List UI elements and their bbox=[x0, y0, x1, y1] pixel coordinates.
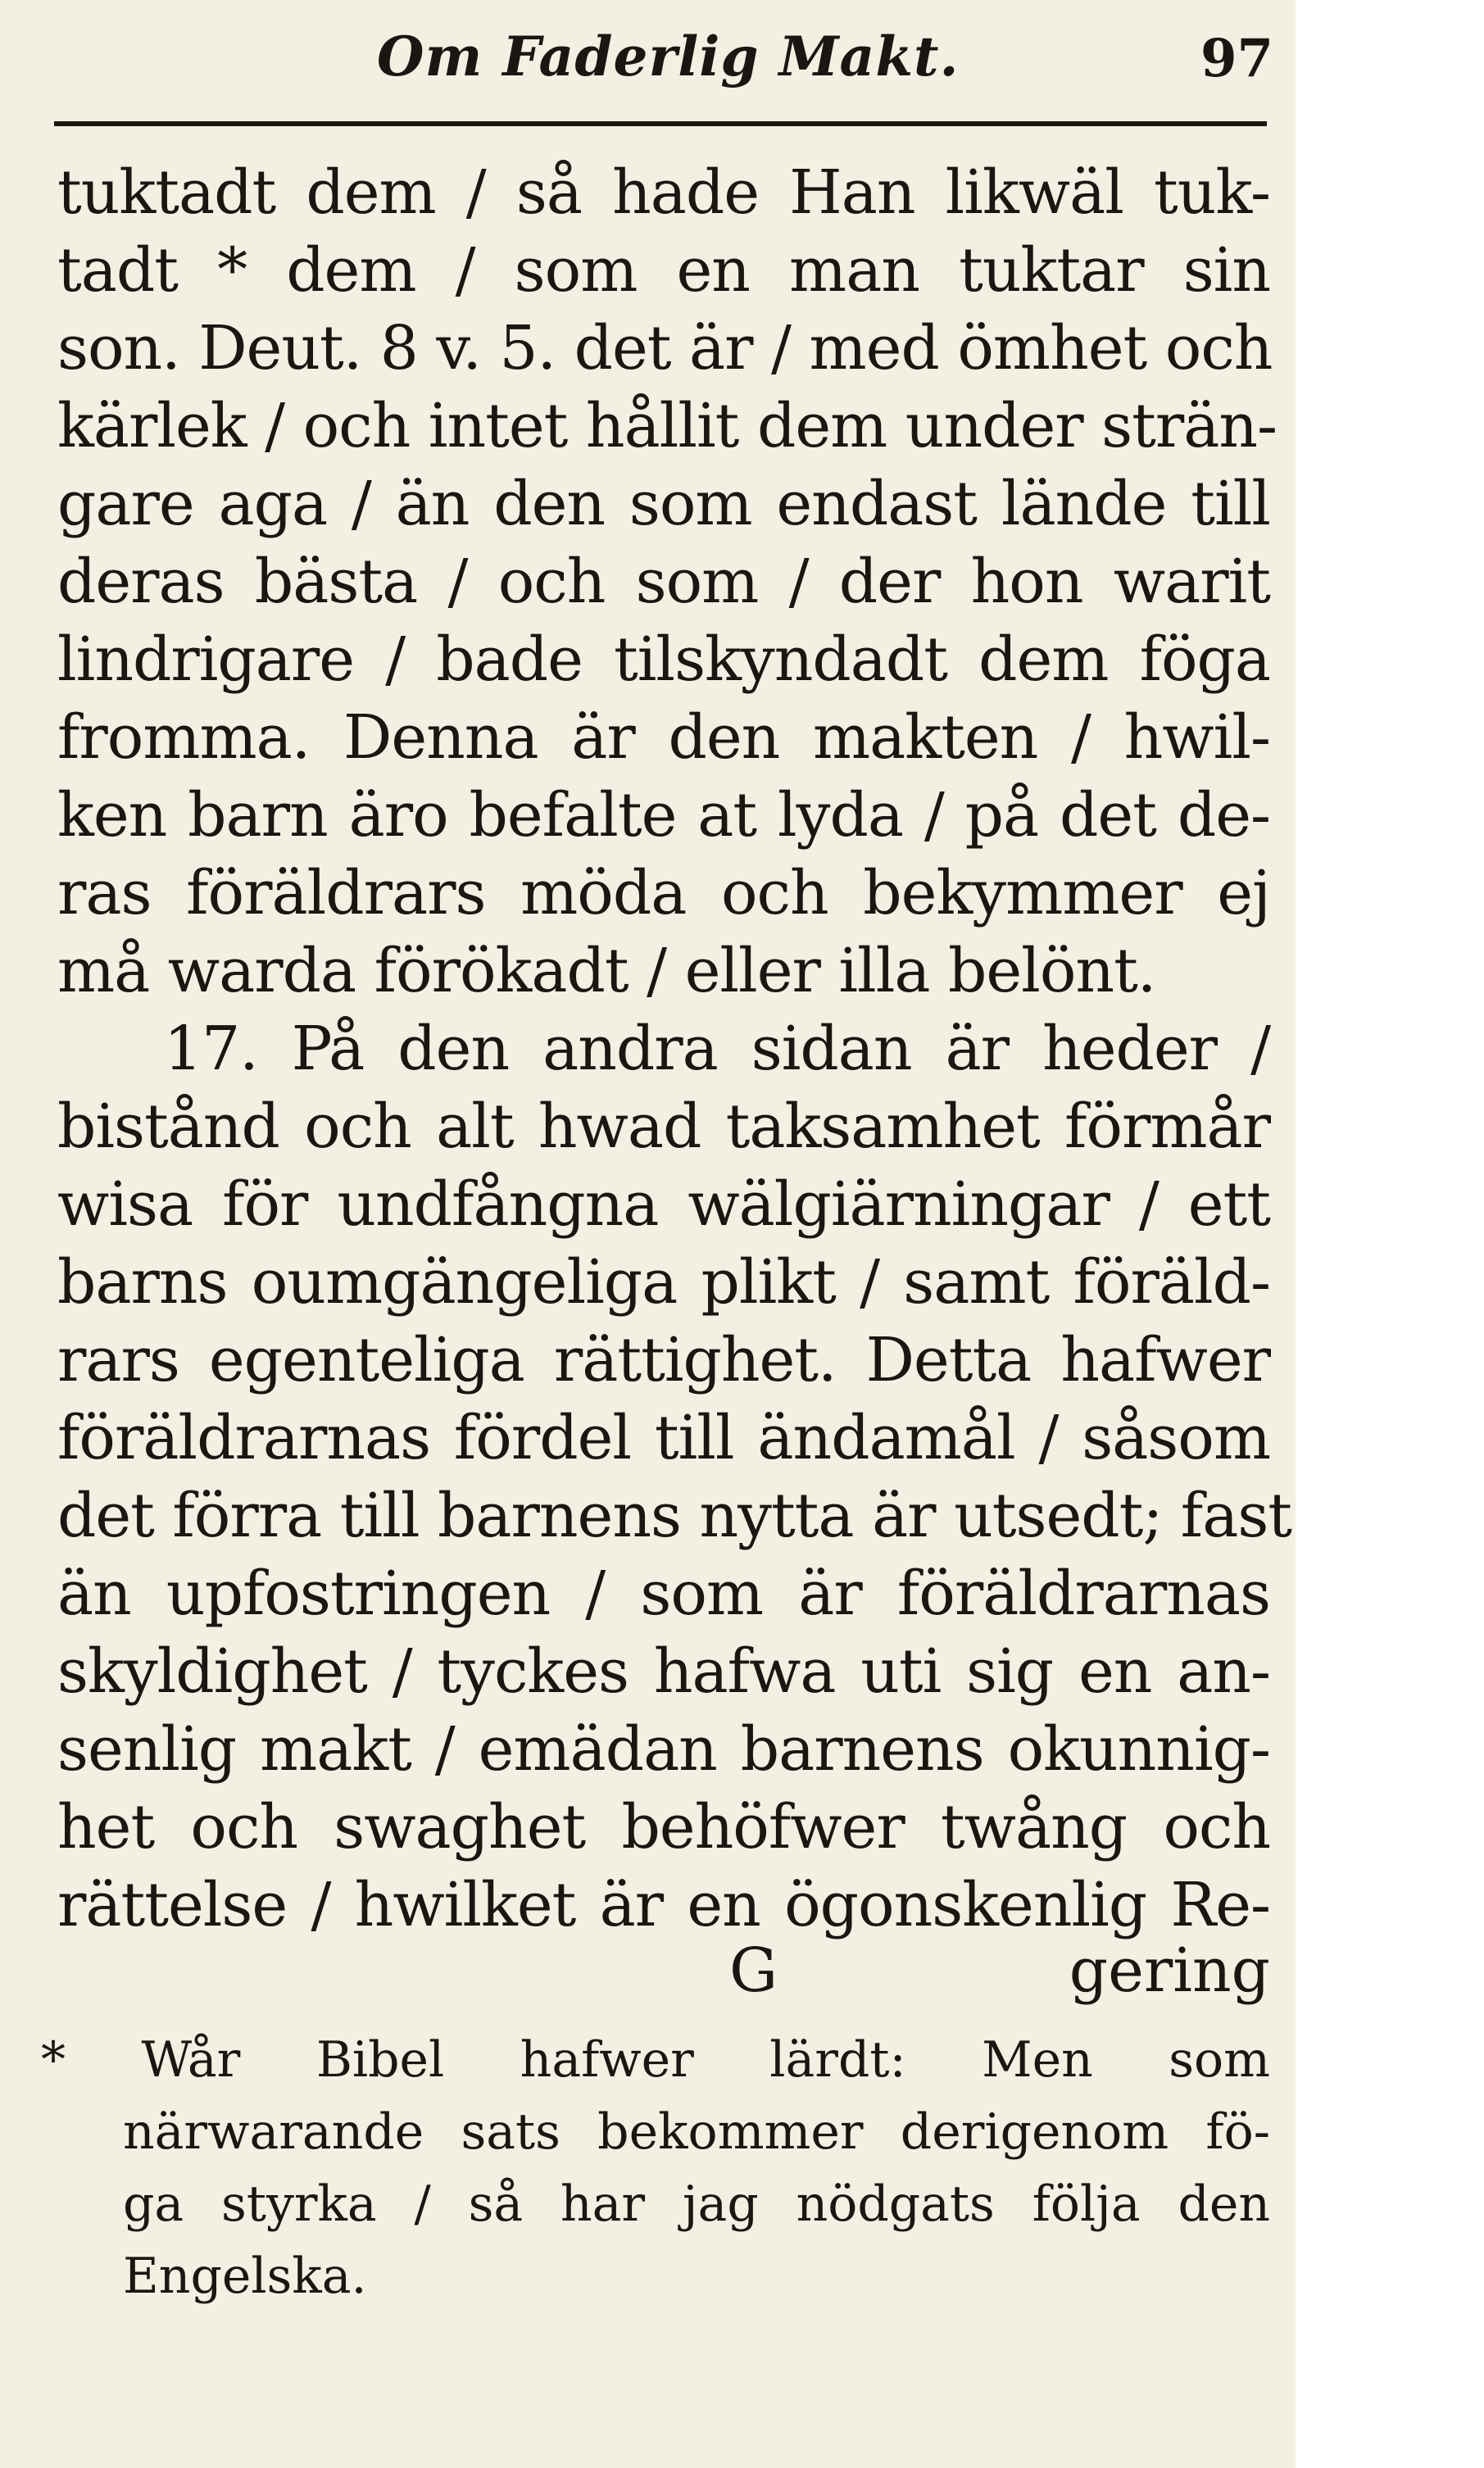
text-line: må warda förökadt / eller illa belönt. bbox=[57, 936, 1156, 1006]
footnote bbox=[41, 2024, 1270, 2312]
text-line: kärlek / och intet hållit dem under strän- bbox=[57, 391, 1278, 461]
body-text bbox=[57, 154, 1292, 1944]
text-line: barns oumgängeliga plikt / samt föräld- bbox=[57, 1247, 1270, 1318]
footnote-line: ga styrka / så har jag nödgats följa den bbox=[123, 2175, 1270, 2233]
paragraph-17-start: 17. På den andra sidan är heder / bbox=[164, 1014, 1270, 1084]
text-line: het och swaghet behöfwer twång och bbox=[57, 1792, 1270, 1862]
footnote-line: * Wår Bibel hafwer lärdt: Men som bbox=[41, 2031, 1270, 2089]
header-rule bbox=[54, 121, 1267, 126]
text-line: bistånd och alt hwad taksamhet förmår bbox=[57, 1091, 1270, 1162]
footnote-line: närwarande sats bekommer derigenom fö- bbox=[123, 2103, 1270, 2161]
text-line: senlig makt / emädan barnens okunnig- bbox=[57, 1714, 1270, 1785]
text-line: fromma. Denna är den makten / hwil- bbox=[57, 702, 1270, 773]
catchword-row bbox=[57, 1934, 1270, 2008]
text-line: deras bästa / och som / der hon warit bbox=[57, 547, 1270, 617]
footnote-line: Engelska. bbox=[123, 2248, 367, 2305]
right-margin bbox=[1296, 0, 1484, 2468]
text-line: föräldrarnas fördel till ändamål / såsom bbox=[57, 1403, 1270, 1473]
text-line: ken barn äro befalte at lyda / på det de- bbox=[57, 780, 1270, 851]
text-line: gare aga / än den som endast lände till bbox=[57, 469, 1270, 539]
text-line: tuktadt dem / så hade Han likwäl tuk- bbox=[57, 157, 1270, 228]
text-line: rättelse / hwilket är en ögonskenlig Re- bbox=[57, 1870, 1270, 1940]
running-head: Om Faderlig Makt. bbox=[377, 25, 960, 88]
text-line: det förra till barnens nytta är utsedt; fast bbox=[57, 1481, 1292, 1551]
text-line: wisa för undfångna wälgiärningar / ett bbox=[57, 1169, 1270, 1240]
text-line: tadt * dem / som en man tuktar sin bbox=[57, 235, 1270, 306]
page-number: 97 bbox=[1200, 28, 1274, 89]
text-line: ras föräldrars möda och bekymmer ej bbox=[57, 858, 1270, 928]
text-line: än upfostringen / som är föräldrarnas bbox=[57, 1558, 1270, 1629]
catchword: gering bbox=[1069, 1935, 1270, 2006]
text-line: lindrigare / bade tilskyndadt dem föga bbox=[57, 624, 1270, 695]
signature-mark: G bbox=[729, 1935, 778, 2006]
text-line: skyldighet / tyckes hafwa uti sig en an- bbox=[57, 1636, 1270, 1707]
text-line: son. Deut. 8 v. 5. det är / med ömhet och bbox=[57, 313, 1273, 383]
text-line: rars egenteliga rättighet. Detta hafwer bbox=[57, 1325, 1270, 1395]
